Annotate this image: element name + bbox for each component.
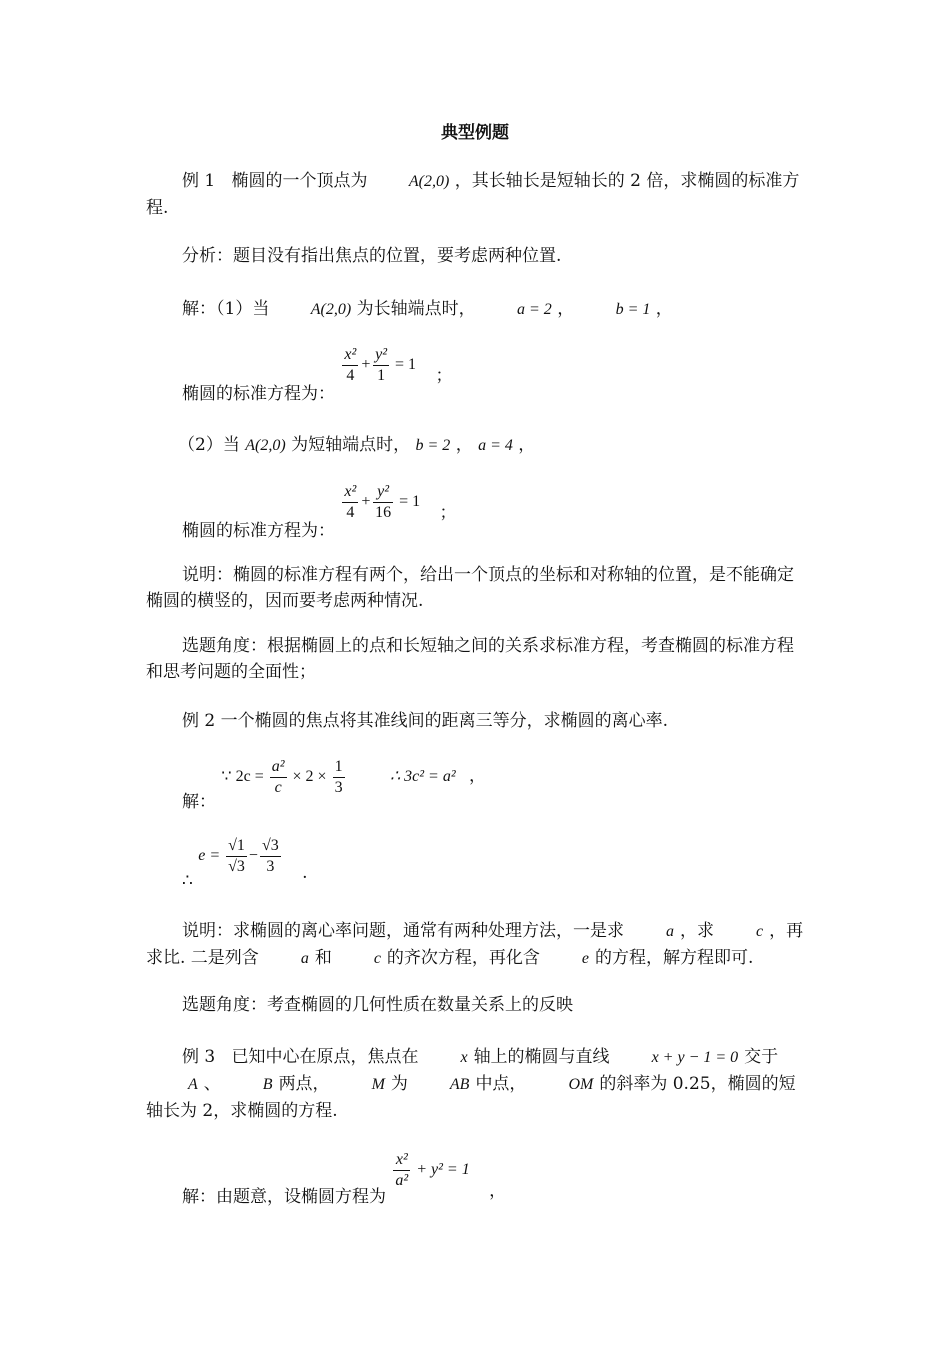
line-equation: x + y − 1 = 0 (651, 1049, 739, 1066)
separator: ， (557, 299, 575, 319)
equation-rhs: = 1 (395, 356, 417, 374)
example-2-statement: 例 2 一个椭圆的焦点将其准线间的距离三等分，求椭圆的离心率. (182, 711, 669, 731)
fraction-x: $\frac{\text{x²}}{4}$ (344, 346, 357, 384)
example-1-analysis: 分析：题目没有指出焦点的位置，要考虑两种位置. (182, 246, 562, 266)
fraction-root1-over-root3: $\frac{√1}{√3}$ (228, 837, 245, 875)
a-value: a = 2 (516, 301, 552, 318)
example-1-note: 说明：椭圆的标准方程有两个，给出一个顶点的坐标和对称轴的位置，是不能确定椭圆的横竖的，因而要考虑两种情况. (146, 565, 794, 611)
example-1-text: 椭圆的一个顶点为 (231, 171, 368, 191)
var-e: e (581, 950, 590, 967)
fraction-root3-over-3: $\frac{√3}{3}$ (261, 837, 279, 875)
b-value: b = 1 (615, 301, 651, 318)
b-value: b = 2 (415, 437, 451, 454)
example-1-text-cont: ，其长轴长是短轴长的 2 倍，求椭圆的标准方程. (146, 171, 800, 218)
period: . (302, 863, 308, 884)
separator: ； (435, 366, 453, 387)
separator: ， (489, 1181, 507, 1202)
var-c: c (373, 950, 381, 967)
var-a: a (666, 923, 674, 940)
therefore-symbol: ∴ (182, 871, 193, 892)
solution-text: 为短轴端点时， (291, 435, 411, 455)
solution-text: 为长轴端点时， (356, 299, 476, 319)
example-2-angle: 选题角度：考查椭圆的几何性质在数量关系上的反映 (182, 995, 573, 1015)
solution-prefix: 解：（1）当 (182, 299, 270, 319)
example-1-statement (146, 168, 808, 221)
separator: ， (518, 435, 536, 455)
example-1-angle: 选题角度：根据椭圆上的点和长短轴之间的关系求标准方程，考查椭圆的标准方程和思考问题的全面性； (146, 636, 794, 682)
var-c: c (756, 923, 764, 940)
equation-label: 椭圆的标准方程为： (182, 521, 335, 542)
equation-rest: + y² = 1 (416, 1161, 470, 1179)
times-expression: × 2 × (292, 768, 327, 786)
point-a: A(2,0) (310, 301, 352, 318)
separator: ； (439, 503, 457, 524)
separator: ， (469, 766, 487, 787)
fraction-a2-over-c: $\frac{\text{a²}}{c}$ (271, 758, 285, 796)
equation-label: 椭圆的标准方程为： (182, 384, 335, 405)
fraction-x2-over-a2: $\frac{\text{x²}}{\text{a²}}$ (395, 1151, 409, 1189)
therefore-expression: ∴ 3c² = a² (389, 768, 456, 786)
example-3-solution (182, 1150, 507, 1208)
point-a: A(2,0) (408, 173, 450, 190)
solution-label: 解：由题意，设椭圆方程为 (182, 1187, 386, 1208)
fraction-y: $\frac{\text{y²}}{1}$ (375, 346, 388, 384)
example-2-note: 说明：求椭圆的离心率问题，通常有两种处理方法，一是求 a ，求 c ，再求比. 二是列含 a 和 c 的齐次方程，再化含 e 的方程，解方程即可. (146, 918, 808, 972)
eccentricity-expression: e = (198, 847, 221, 865)
fraction-x: $\frac{\text{x²}}{4}$ (344, 483, 357, 521)
separator: ， (455, 435, 473, 455)
ellipse-equation-2: 椭圆的标准方程为： $\frac{\text{x²}}{4}$ + $\frac{\text{y²}}{16}$ = 1 ； (182, 483, 457, 542)
example-1-label: 例 1 (182, 171, 216, 191)
ellipse-equation-1: 椭圆的标准方程为： $\frac{\text{x²}}{4}$ + $\frac{\text{y²}}{1}$ = 1 ； (182, 346, 453, 405)
page-title: 典型例题 (441, 123, 509, 143)
solution-prefix: （2）当 (178, 435, 240, 455)
example-1-solution-case-1 (146, 296, 808, 323)
example-2-solution-line-2: ∴ e = $\frac{√1}{√3}$ − $\frac{√3}{3}$ . (182, 837, 308, 892)
a-value: a = 4 (478, 437, 513, 454)
example-3-statement: 例 3 已知中心在原点，焦点在 x 轴上的椭圆与直线 x + y − 1 = 0 交于A 、 B 两点， M 为 AB 中点， OM 的斜率为 0.25，椭圆的短轴长为 2，求椭圆的方程. (146, 1047, 796, 1121)
example-1-solution-case-2 (178, 432, 840, 459)
fraction-y: $\frac{\text{y²}}{16}$ (375, 483, 392, 521)
because-expression: ∵ 2c = (221, 768, 264, 786)
solution-label: 解： (182, 792, 216, 813)
separator: ， (655, 299, 673, 319)
point-a: A(2,0) (245, 437, 286, 454)
example-2-solution-line-1 (182, 757, 487, 813)
fraction-one-third: $\frac{1}{3}$ (334, 758, 343, 796)
var-a: a (300, 950, 309, 967)
equation-rhs: = 1 (399, 493, 421, 511)
